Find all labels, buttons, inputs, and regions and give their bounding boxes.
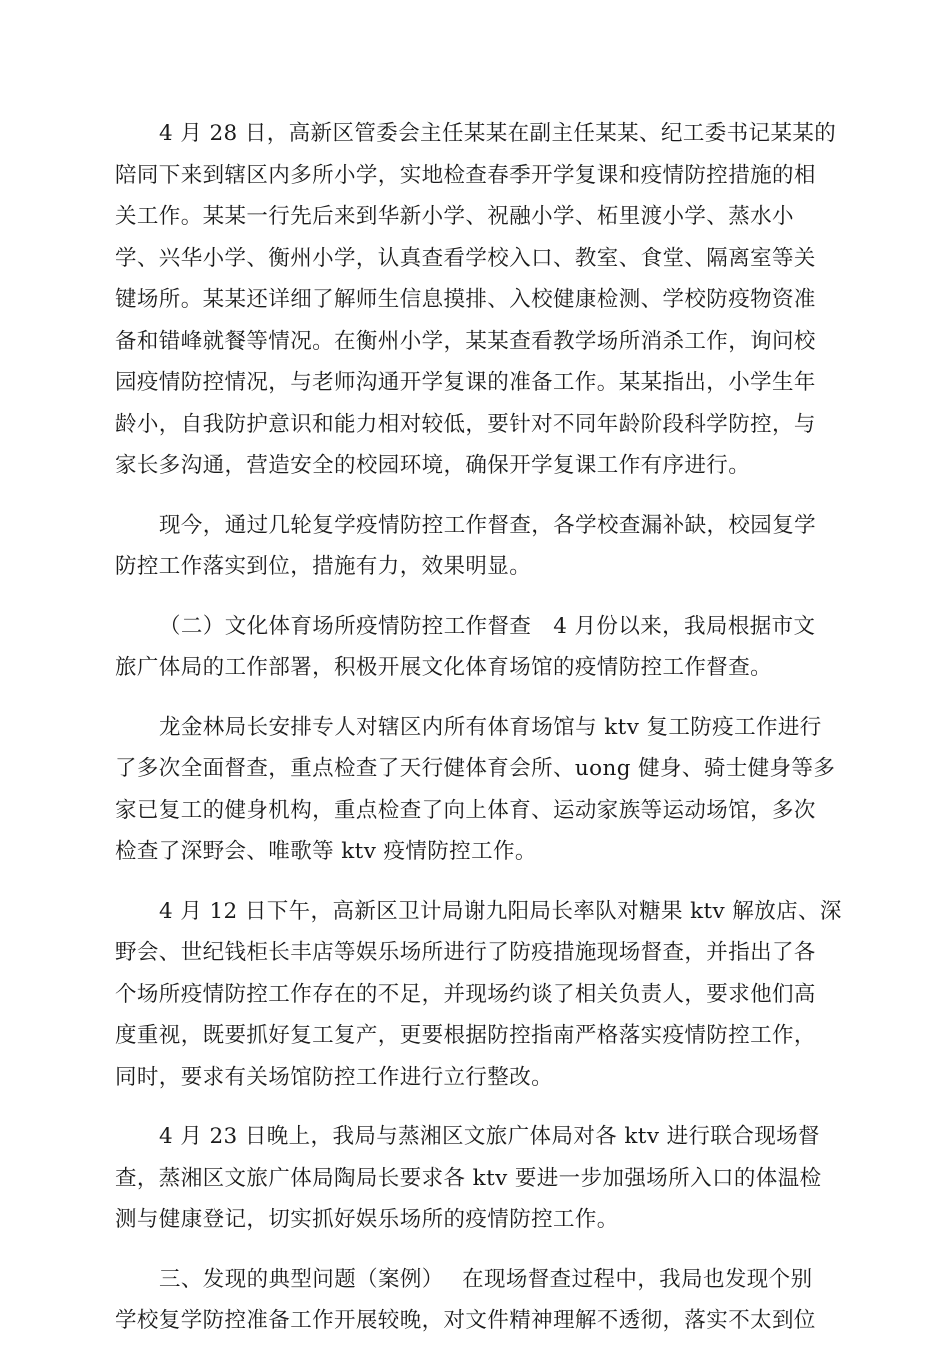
- text-line: 学、兴华小学、衡州小学，认真查看学校入口、教室、食堂、隔离室等关: [115, 245, 816, 271]
- text-line: 学校复学防控准备工作开展较晚，对文件精神理解不透彻，落实不太到位: [115, 1308, 816, 1333]
- paragraph-venue-inspection: [115, 707, 837, 873]
- text-line: 测与健康登记，切实抓好娱乐场所的疫情防控工作。: [115, 1207, 619, 1232]
- text-line: 4 月 28 日，高新区管委会主任某某在副主任某某、纪工委书记某某的: [159, 121, 837, 146]
- text-line: 个场所疫情防控工作存在的不足，并现场约谈了相关负责人，要求他们高: [115, 981, 816, 1007]
- text-line: 4 月 12 日下午，高新区卫计局谢九阳局长率队对糖果 ktv 解放店、深: [159, 898, 842, 924]
- text-line: 龙金林局长安排专人对辖区内所有体育场馆与 ktv 复工防疫工作进行: [159, 714, 822, 740]
- text-line: 家已复工的健身机构，重点检查了向上体育、运动家族等运动场馆，多次: [115, 797, 816, 823]
- text-line: 旅广体局的工作部署，积极开展文化体育场馆的疫情防控工作督查。: [115, 655, 773, 680]
- text-line: 同时，要求有关场馆防控工作进行立行整改。: [115, 1064, 554, 1090]
- text-line: 三、发现的典型问题（案例） 在现场督查过程中，我局也发现个别: [159, 1266, 813, 1292]
- text-line: 了多次全面督查，重点检查了天行健体育会所、uong 健身、骑士健身等多: [115, 756, 836, 781]
- paragraph-april-23-inspection: [115, 1116, 837, 1241]
- text-line: 防控工作落实到位，措施有力，效果明显。: [115, 554, 532, 579]
- text-line: 关工作。某某一行先后来到华新小学、祝融小学、柘里渡小学、蒸水小: [115, 204, 794, 229]
- paragraph-section-heading-typical-problems: [115, 1259, 837, 1342]
- text-line: 现今，通过几轮复学疫情防控工作督查，各学校查漏补缺，校园复学: [159, 512, 817, 538]
- paragraph-section-heading-culture-sports: [115, 606, 837, 689]
- text-line: 备和错峰就餐等情况。在衡州小学，某某查看教学场所消杀工作，询问校: [115, 328, 816, 354]
- document-body: [115, 113, 842, 1360]
- text-line: （二）文化体育场所疫情防控工作督查 4 月份以来，我局根据市文: [159, 613, 816, 639]
- text-line: 家长多沟通，营造安全的校园环境，确保开学复课工作有序进行。: [115, 453, 751, 478]
- text-line: 龄小，自我防护意识和能力相对较低，要针对不同年龄阶段科学防控，与: [115, 411, 816, 437]
- paragraph-current-status: [115, 505, 837, 588]
- text-line: 4 月 23 日晚上，我局与蒸湘区文旅广体局对各 ktv 进行联合现场督: [159, 1124, 820, 1149]
- text-line: 检查了深野会、唯歌等 ktv 疫情防控工作。: [115, 839, 537, 864]
- paragraph-april-12-inspection: [115, 891, 842, 1099]
- text-line: 键场所。某某还详细了解师生信息摸排、入校健康检测、学校防疫物资准: [115, 287, 816, 312]
- text-line: 查，蒸湘区文旅广体局陶局长要求各 ktv 要进一步加强场所入口的体温检: [115, 1165, 822, 1191]
- text-line: 度重视，既要抓好复工复产，更要根据防控指南严格落实疫情防控工作，: [115, 1023, 816, 1048]
- text-line: 园疫情防控情况，与老师沟通开学复课的准备工作。某某指出，小学生年: [115, 370, 816, 395]
- text-line: 野会、世纪钱柜长丰店等娱乐场所进行了防疫措施现场督查，并指出了各: [115, 940, 816, 965]
- text-line: 陪同下来到辖区内多所小学，实地检查春季开学复课和疫情防控措施的相: [115, 162, 816, 188]
- paragraph-school-inspection: [115, 113, 837, 487]
